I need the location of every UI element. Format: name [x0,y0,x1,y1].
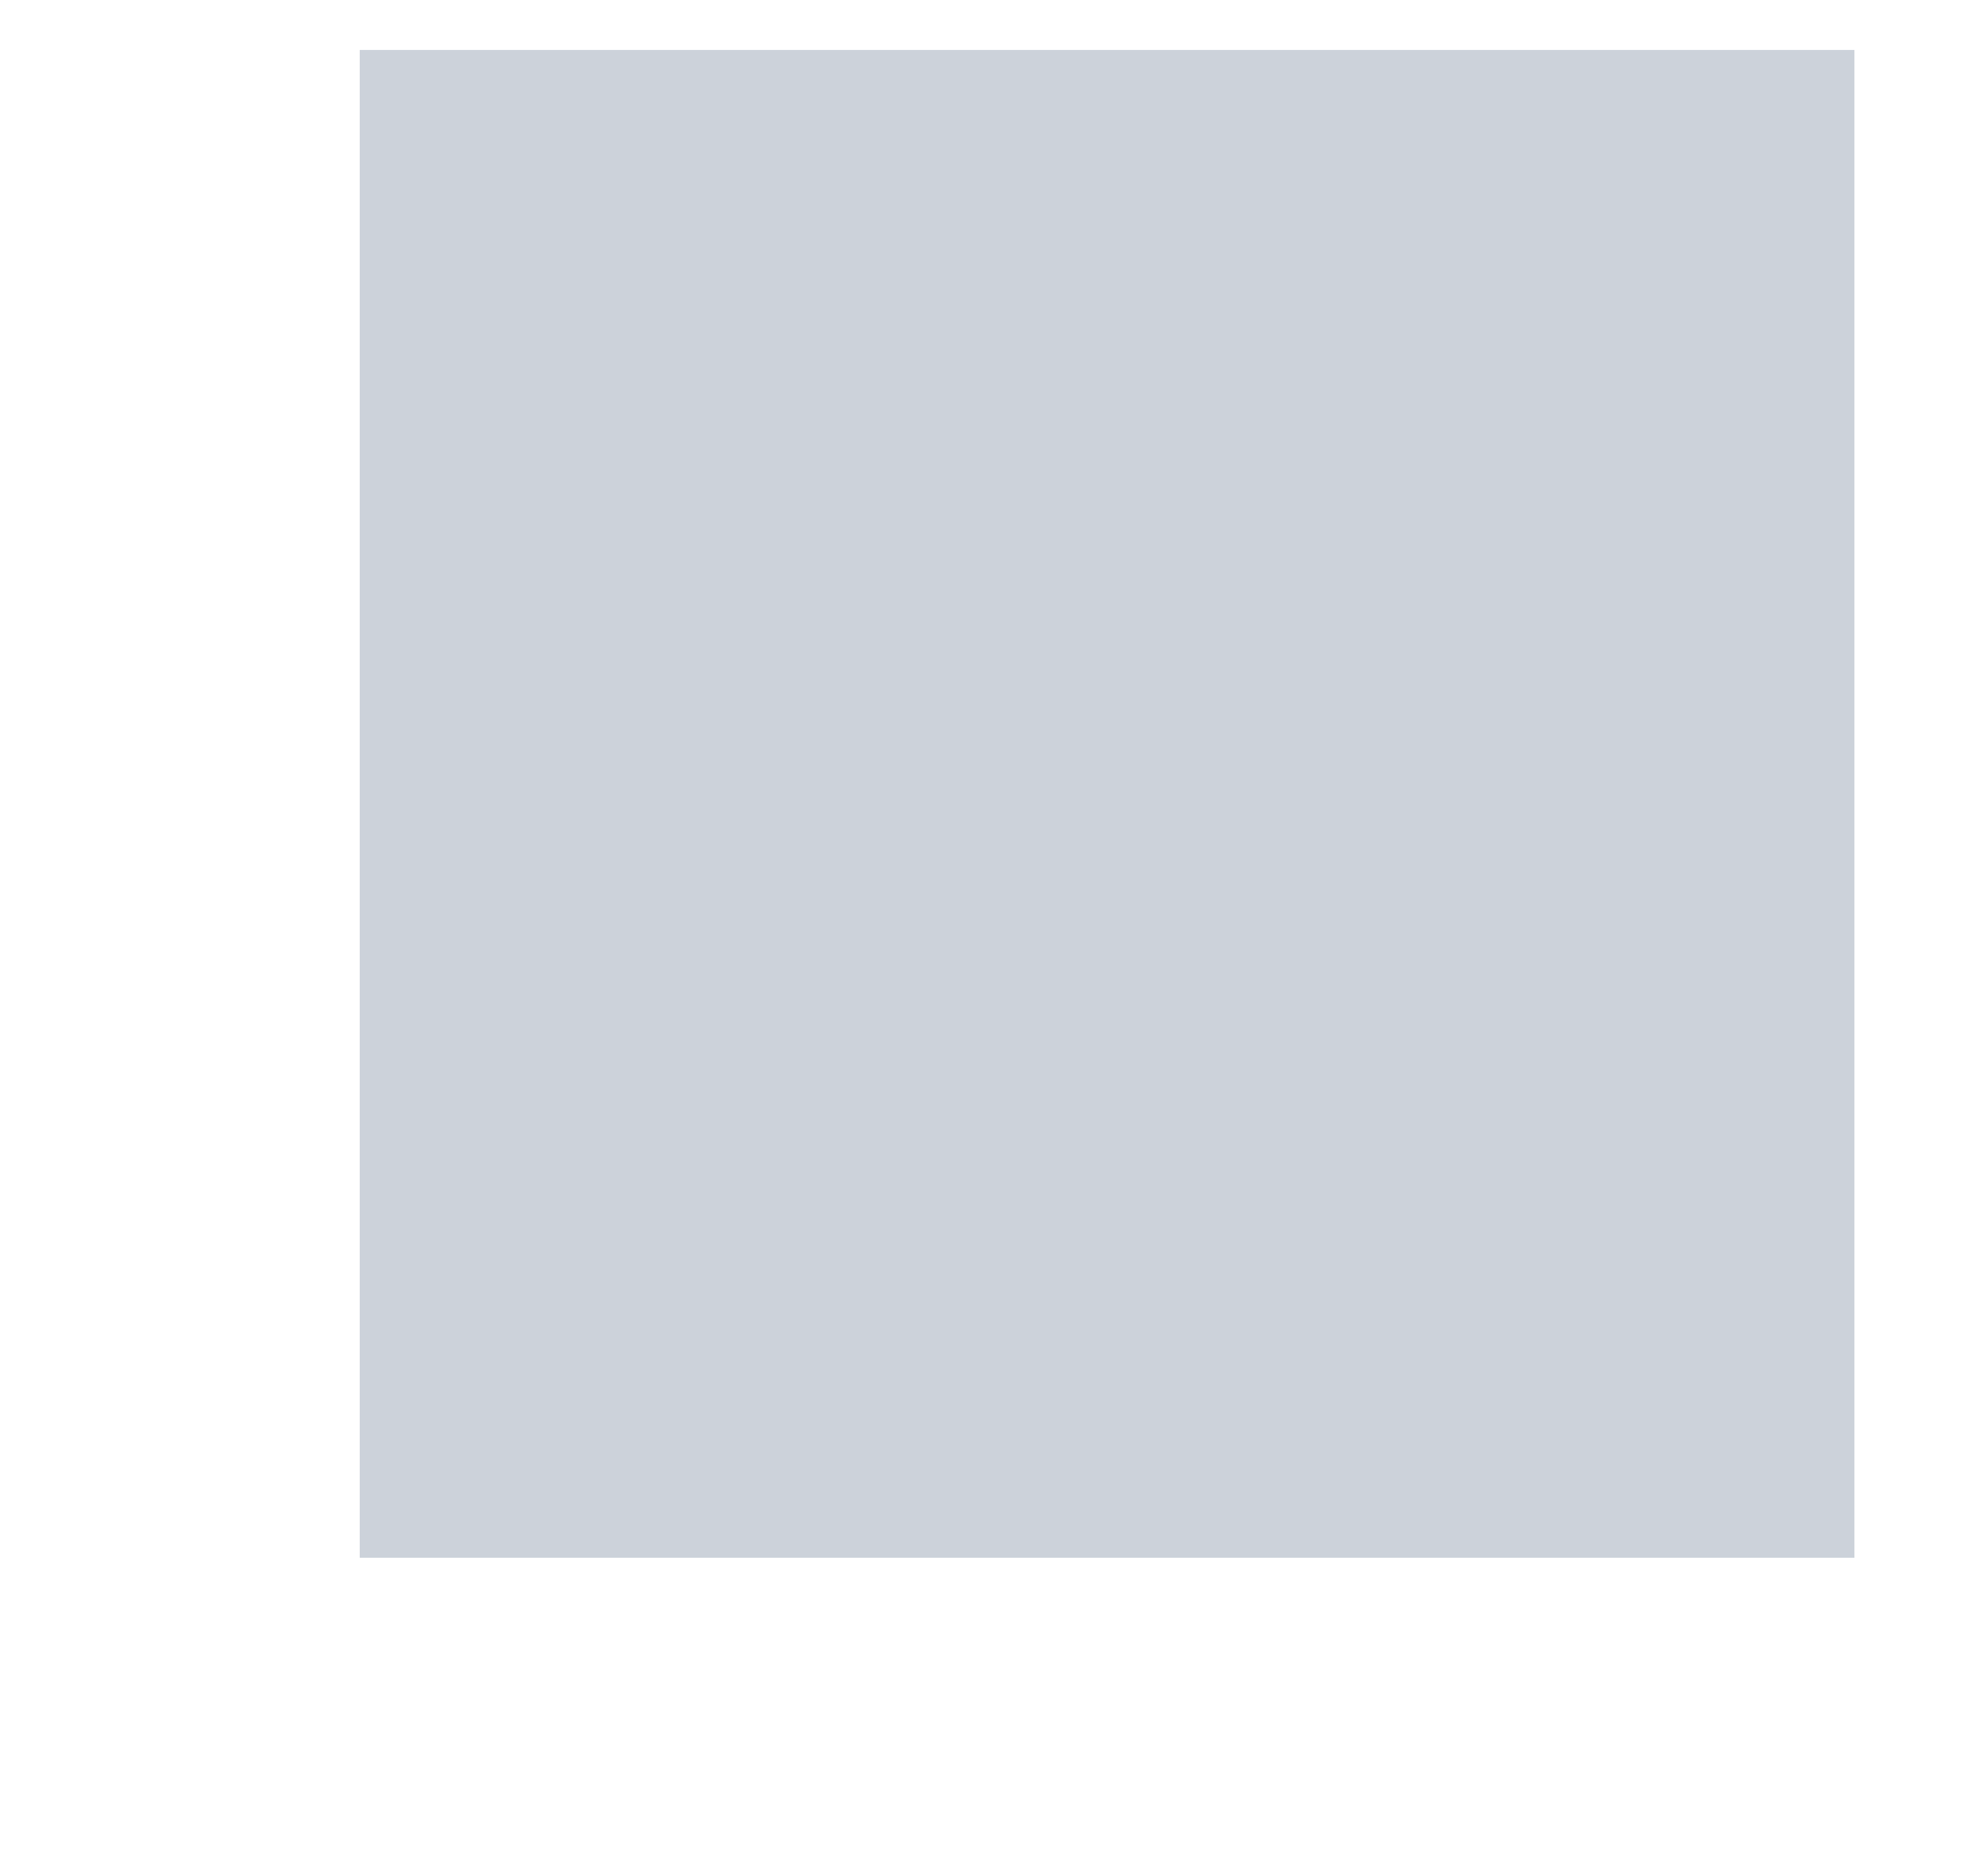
colorbar-gradient [1863,24,1908,1558]
confusion-matrix-heatmap [360,50,1854,1558]
